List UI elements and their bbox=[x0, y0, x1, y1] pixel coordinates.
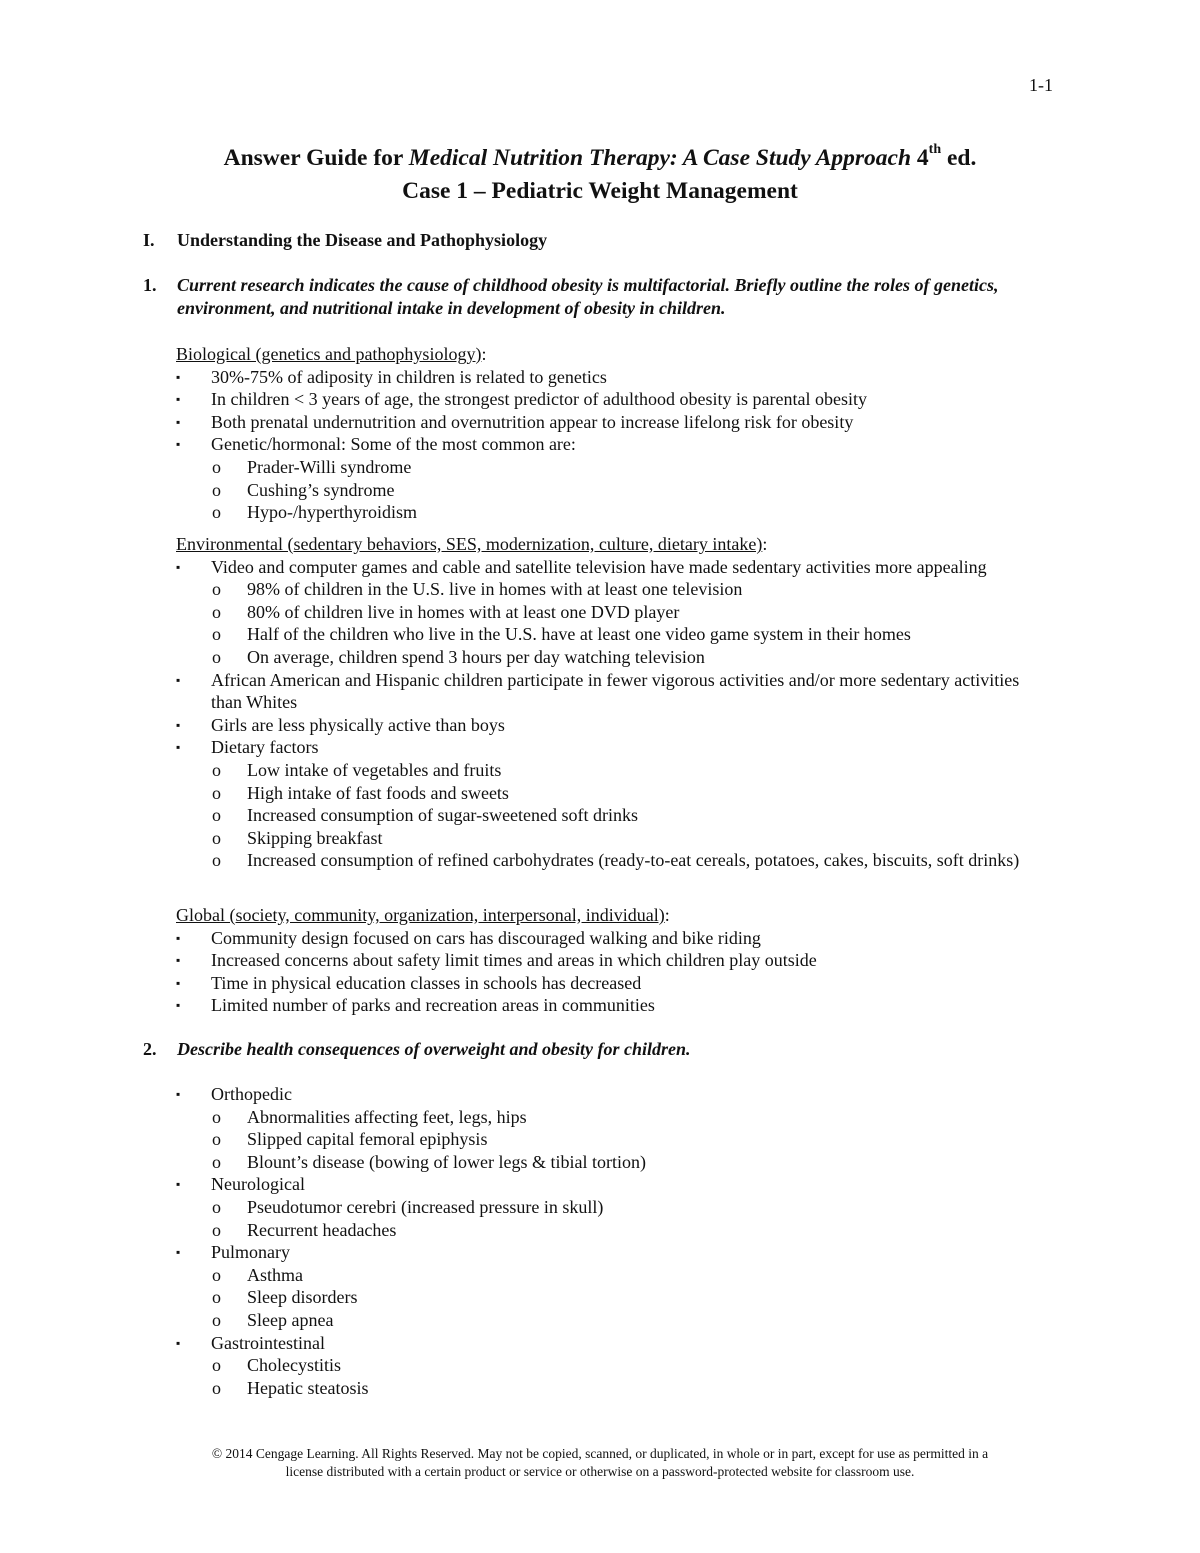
sub-list-item: o Sleep disorders bbox=[176, 1286, 1076, 1309]
copyright-footer: © 2014 Cengage Learning. All Rights Reserved. May not be copied, scanned, or duplicated, in whole or in part, except for use as permitted in a license distributed with a certain product or service or otherwise on a password-protected website for classroom use. bbox=[211, 1446, 989, 1479]
sub-list-item: o Cushing’s syndrome bbox=[176, 479, 1076, 502]
list-item: ▪ Time in physical education classes in schools has decreased bbox=[176, 972, 1076, 995]
list-item: ▪ Neurological bbox=[176, 1173, 1076, 1196]
list-item: ▪ Orthopedic bbox=[176, 1083, 1076, 1106]
biological-heading: Biological (genetics and pathophysiology): bbox=[176, 344, 487, 364]
sub-list-item: o High intake of fast foods and sweets bbox=[176, 782, 1076, 805]
environmental-heading: Environmental (sedentary behaviors, SES, modernization, culture, dietary intake): bbox=[176, 534, 768, 554]
sub-list-item: o Skipping breakfast bbox=[176, 827, 1076, 850]
global-heading: Global (society, community, organization, interpersonal, individual): bbox=[176, 905, 670, 925]
list-item: ▪ Increased concerns about safety limit times and areas in which children play outside bbox=[176, 949, 1076, 972]
list-item: ▪ Both prenatal undernutrition and overnutrition appear to increase lifelong risk for obesity bbox=[176, 411, 1076, 434]
section-heading: I. Understanding the Disease and Pathophysiology bbox=[143, 230, 548, 250]
list-item: ▪ Community design focused on cars has discouraged walking and bike riding bbox=[176, 927, 1076, 950]
list-item: ▪ In children < 3 years of age, the strongest predictor of adulthood obesity is parental obesity bbox=[176, 388, 1076, 411]
list-item: ▪ Limited number of parks and recreation areas in communities bbox=[176, 994, 1076, 1017]
sub-list-item: o 80% of children live in homes with at least one DVD player bbox=[176, 601, 1076, 624]
list-item: ▪ African American and Hispanic children participate in fewer vigorous activities and/or more sedentary activities than Whites bbox=[176, 669, 1031, 714]
list-item: ▪ 30%-75% of adiposity in children is related to genetics bbox=[176, 366, 1076, 389]
sub-list-item: o Hypo-/hyperthyroidism bbox=[176, 501, 1076, 524]
global-block bbox=[176, 904, 1076, 1017]
title-line-1: Answer Guide for Medical Nutrition Therapy: A Case Study Approach 4th ed. bbox=[223, 142, 977, 171]
question-2: 2. Describe health consequences of overweight and obesity for children. bbox=[143, 1039, 691, 1059]
page-number: 1-1 bbox=[1029, 75, 1053, 95]
sub-list-item: o Sleep apnea bbox=[176, 1309, 1076, 1332]
sub-list-item: o Slipped capital femoral epiphysis bbox=[176, 1128, 1076, 1151]
sub-list-item: o 98% of children in the U.S. live in homes with at least one television bbox=[176, 578, 1076, 601]
sub-list-item: o Abnormalities affecting feet, legs, hips bbox=[176, 1106, 1076, 1129]
title-line-2: Case 1 – Pediatric Weight Management bbox=[402, 178, 798, 204]
sub-list-item: o Blount’s disease (bowing of lower legs & tibial tortion) bbox=[176, 1151, 1076, 1174]
sub-list-item: o On average, children spend 3 hours per day watching television bbox=[176, 646, 1076, 669]
list-item: ▪ Dietary factors bbox=[176, 736, 1076, 759]
environmental-block bbox=[176, 533, 1076, 872]
sub-list-item: o Half of the children who live in the U.S. have at least one video game system in their homes bbox=[176, 623, 1076, 646]
sub-list-item: o Asthma bbox=[176, 1264, 1076, 1287]
sub-list-item: o Increased consumption of sugar-sweetened soft drinks bbox=[176, 804, 1076, 827]
list-item: ▪ Video and computer games and cable and satellite television have made sedentary activities more appealing bbox=[176, 556, 1076, 579]
list-item: ▪ Gastrointestinal bbox=[176, 1332, 1076, 1355]
book-title: Medical Nutrition Therapy: A Case Study Approach bbox=[408, 145, 912, 171]
list-item: ▪ Genetic/hormonal: Some of the most common are: bbox=[176, 433, 1076, 456]
document-title bbox=[0, 142, 1200, 208]
sub-list-item: o Recurrent headaches bbox=[176, 1219, 1076, 1242]
sub-list-item: o Cholecystitis bbox=[176, 1354, 1076, 1377]
list-item: ▪ Pulmonary bbox=[176, 1241, 1076, 1264]
sub-list-item: o Low intake of vegetables and fruits bbox=[176, 759, 1076, 782]
sub-list-item: o Increased consumption of refined carbohydrates (ready-to-eat cereals, potatoes, cakes, biscuits, soft drinks) bbox=[176, 849, 1047, 872]
biological-block bbox=[176, 343, 1076, 524]
sub-list-item: o Pseudotumor cerebri (increased pressure in skull) bbox=[176, 1196, 1076, 1219]
question-1: 1. Current research indicates the cause of childhood obesity is multifactorial. Briefly outline the roles of genetics, environment, and nutritional intake in development of obesity in children. bbox=[143, 275, 999, 318]
consequences-block bbox=[176, 1083, 1076, 1399]
sub-list-item: o Prader-Willi syndrome bbox=[176, 456, 1076, 479]
list-item: ▪ Girls are less physically active than boys bbox=[176, 714, 1076, 737]
sub-list-item: o Hepatic steatosis bbox=[176, 1377, 1076, 1400]
